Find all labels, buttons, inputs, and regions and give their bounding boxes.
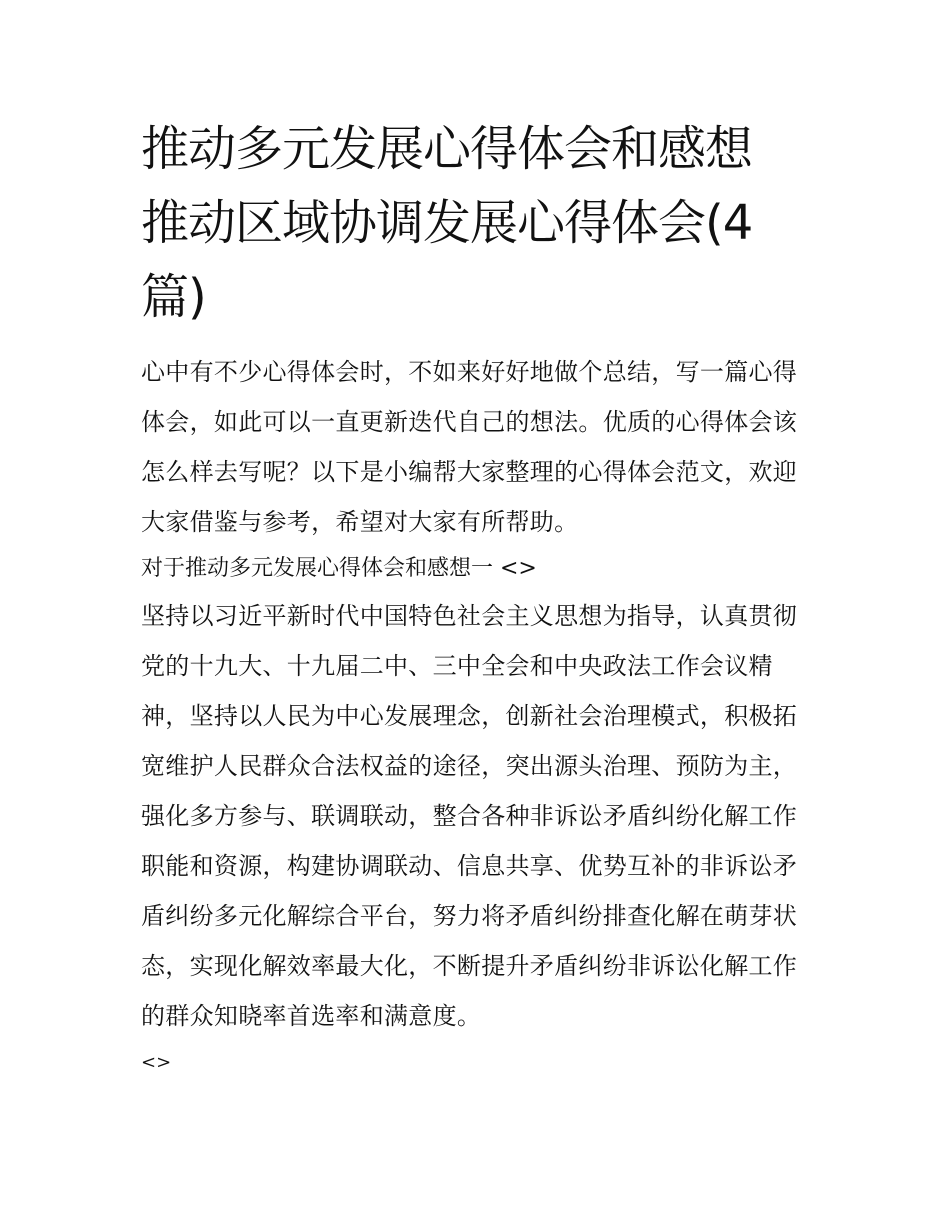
body-paragraph: 坚持以习近平新时代中国特色社会主义思想为指导，认真贯彻党的十九大、十九届二中、三中全会和中央政法工作会议精神，坚持以人民为中心发展理念，创新社会治理模式，积极拓宽维护人民群众合法权益的途径，突出源头治理、预防为主，强化多方参与、联调联动，整合各种非诉讼矛盾纠纷化解工作职能和资源，构建协调联动、信息共享、优势互补的非诉讼矛盾纠纷多元化解综合平台，努力将矛盾纠纷排查化解在萌芽状态，实现化解效率最大化，不断提升矛盾纠纷非诉讼化解工作的群众知晓率首选率和满意度。	[141, 602, 798, 1030]
section-heading: 对于推动多元发展心得体会和感想一 <>	[141, 556, 537, 581]
document-content	[141, 112, 813, 1085]
title-line-2: 推动区域协调发展心得体会(4	[141, 195, 753, 251]
title-line-3: 篇)	[141, 269, 206, 325]
intro-paragraph: 心中有不少心得体会时，不如来好好地做个总结，写一篇心得体会，如此可以一直更新迭代自己的想法。优质的心得体会该怎么样去写呢？以下是小编帮大家整理的心得体会范文，欢迎大家借鉴与参考，希望对大家有所帮助。	[141, 358, 798, 536]
end-marker: <>	[141, 1052, 172, 1073]
document-title	[141, 112, 813, 334]
title-line-1: 推动多元发展心得体会和感想	[141, 121, 753, 177]
